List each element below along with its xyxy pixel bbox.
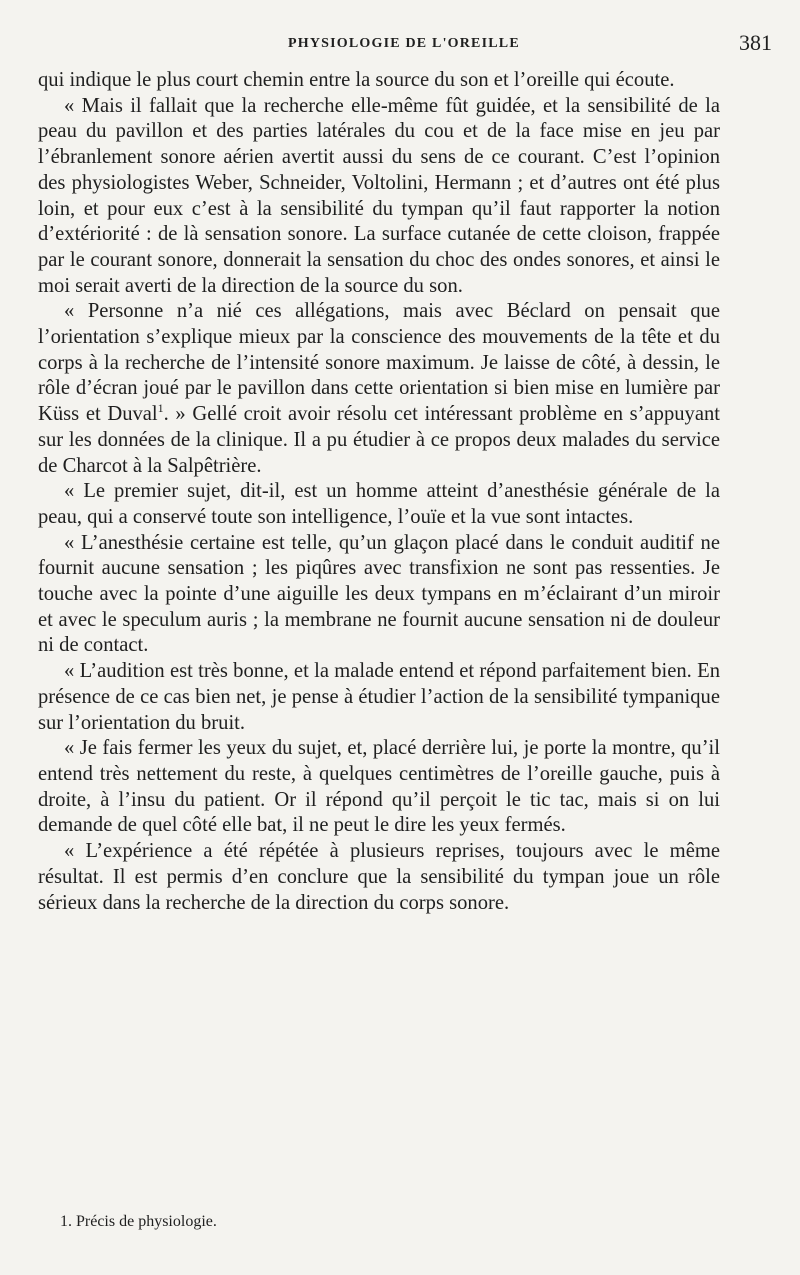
body-text (38, 68, 720, 916)
page-number: 381 (739, 30, 772, 55)
paragraph-5: « L’anesthésie certaine est telle, qu’un glaçon placé dans le conduit auditif ne fournit aucune sensation ; les piqûres avec transfixion ne sont pas ressenties. Je touche avec la pointe d’une aiguille les deux tympans en m’éclairant d’un miroir et avec le speculum auris ; la membrane ne fournit aucune sensation ni de douleur ni de contact. (38, 531, 720, 657)
paragraph-4: « Le premier sujet, dit-il, est un homme atteint d’anesthésie générale de la peau, qui a conservé toute son intelligence, l’ouïe et la vue sont intactes. (38, 480, 720, 528)
paragraph-3-after-note: . » Gellé croit avoir résolu cet intéressant problème en s’appuyant sur les données de la clinique. Il a pu étudier à ce propos deux malades du service de Charcot à la Salpêtrière. (38, 403, 721, 477)
paragraph-3-before-note: « Personne n’a nié ces allégations, mais avec Béclard on pensait que l’orientation s’explique mieux par la conscience des mouvements de la tête et du corps à la recherche de l’intensité sonore maximum. Je laisse de côté, à dessin, le rôle d’écran joué par le pavillon dans cette orientation si bien mise en lumière par Küss et Duval (38, 300, 720, 426)
footnote-marker: 1 (157, 401, 164, 416)
running-head (38, 28, 772, 62)
paragraph-8: « L’expérience a été répétée à plusieurs reprises, toujours avec le même résultat. Il est permis d’en conclure que la sensibilité du tympan joue un rôle sérieux dans la recherche de la direction du corps sonore. (38, 840, 720, 914)
running-title: PHYSIOLOGIE DE L'OREILLE (288, 36, 520, 51)
paragraph-3 (38, 299, 720, 479)
footnote: 1. Précis de physiologie. (60, 1213, 217, 1230)
paragraph-6: « L’audition est très bonne, et la malade entend et répond parfaitement bien. En présence de ce cas bien net, je pense à étudier l’action de la sensibilité tympanique sur l’orientation du bruit. (38, 660, 720, 734)
paragraph-2: « Mais il fallait que la recherche elle-même fût guidée, et la sensibilité de la peau du pavillon et des parties latérales du cou et de la face mise en jeu par l’ébranlement sonore aérien avertit aussi du sens de ce courant. C’est l’opinion des physiologistes Weber, Schneider, Voltolini, Hermann ; et d’autres ont été plus loin, et pour eux c’est à la sensibilité du tympan qu’il faut rapporter la notion d’extériorité : de là sensation sonore. La surface cutanée de cette cloison, frappée par le courant sonore, donnerait la sensation du choc des ondes sonores, et ainsi le moi serait averti de la direction de la source du son. (38, 94, 720, 297)
paragraph-1: qui indique le plus court chemin entre la source du son et l’oreille qui écoute. (38, 69, 675, 91)
paragraph-7: « Je fais fermer les yeux du sujet, et, placé derrière lui, je porte la montre, qu’il entend très nettement du reste, à quelques centimètres de l’oreille gauche, puis à droite, à l’insu du patient. Or il répond qu’il perçoit le tic tac, mais si on lui demande de quel côté elle bat, il ne peut le dire les yeux fermés. (38, 737, 720, 837)
